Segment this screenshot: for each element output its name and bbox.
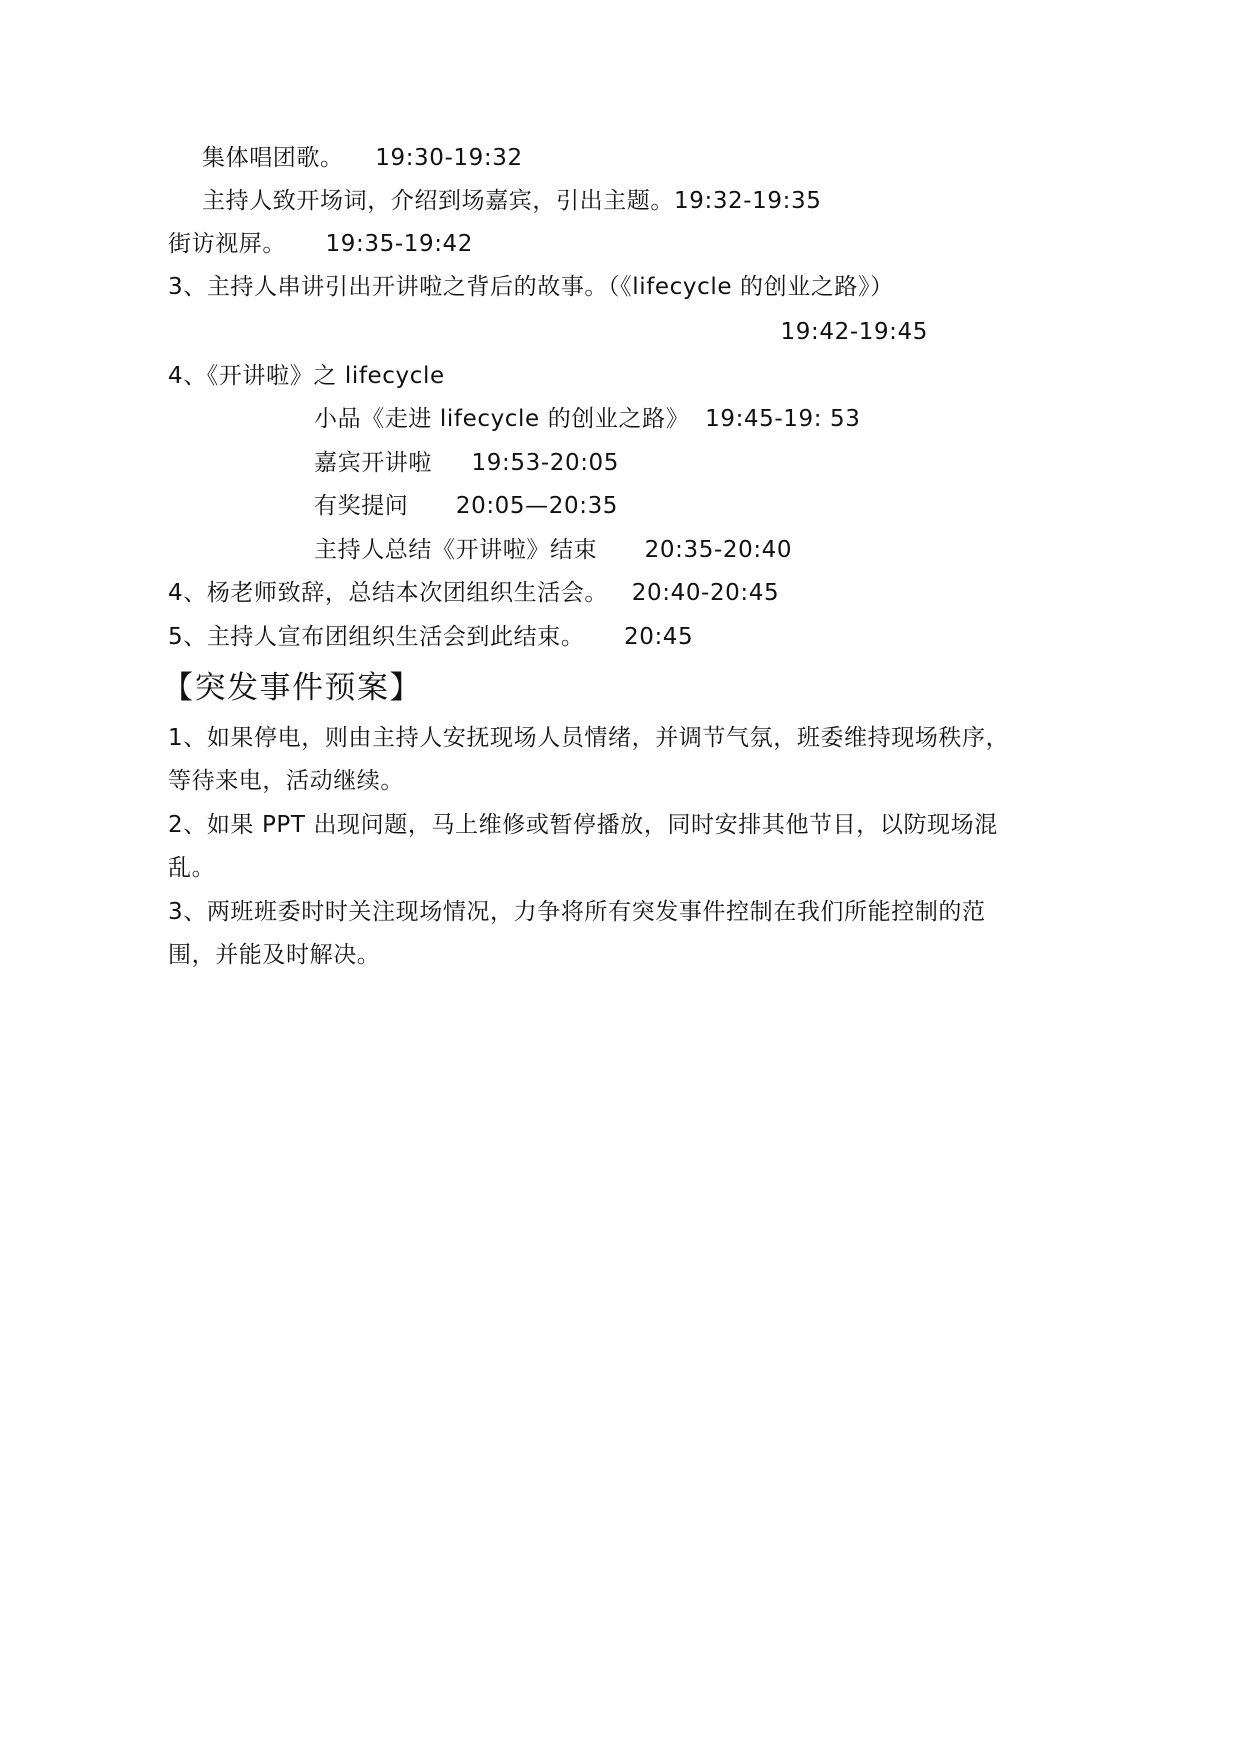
schedule-line-street-video: 街访视屏。 19:35-19:42 — [168, 231, 474, 257]
schedule-line-quiz: 有奖提问 20:05—20:35 — [314, 493, 619, 519]
schedule-line-story-intro: 3、主持人串讲引出开讲啦之背后的故事。（《lifecycle 的创业之路》） — [168, 274, 894, 300]
emergency-item-1-line-1: 1、如果停电，则由主持人安抚现场人员情绪，并调节气氛，班委维持现场秩序， — [168, 725, 1010, 751]
schedule-line-guest-talk: 嘉宾开讲啦 19:53-20:05 — [314, 450, 620, 476]
emergency-item-1-line-2: 等待来电，活动继续。 — [168, 768, 404, 794]
emergency-plan-heading: 【突发事件预案】 — [162, 670, 422, 706]
schedule-line-sketch: 小品《走进 lifecycle 的创业之路》 19:45-19: 53 — [314, 406, 861, 432]
schedule-line-opening-speech: 主持人致开场词，介绍到场嘉宾，引出主题。19:32-19:35 — [202, 188, 822, 214]
emergency-item-3-line-2: 围，并能及时解决。 — [168, 942, 381, 968]
emergency-item-3-line-1: 3、两班班委时时关注现场情况，力争将所有突发事件控制在我们所能控制的范 — [168, 899, 986, 925]
schedule-line-host-summary: 主持人总结《开讲啦》结束 20:35-20:40 — [314, 537, 793, 563]
schedule-line-closing: 5、主持人宣布团组织生活会到此结束。 20:45 — [168, 624, 694, 650]
schedule-line-story-time: 19:42-19:45 — [780, 319, 928, 345]
emergency-item-2-line-1: 2、如果 PPT 出现问题，马上维修或暂停播放，同时安排其他节目，以防现场混 — [168, 812, 998, 838]
schedule-line-group-song: 集体唱团歌。 19:30-19:32 — [202, 145, 523, 171]
schedule-line-teacher-speech: 4、杨老师致辞，总结本次团组织生活会。 20:40-20:45 — [168, 580, 780, 606]
emergency-item-2-line-2: 乱。 — [168, 855, 216, 881]
schedule-line-section-4: 4、《开讲啦》之 lifecycle — [168, 363, 445, 389]
